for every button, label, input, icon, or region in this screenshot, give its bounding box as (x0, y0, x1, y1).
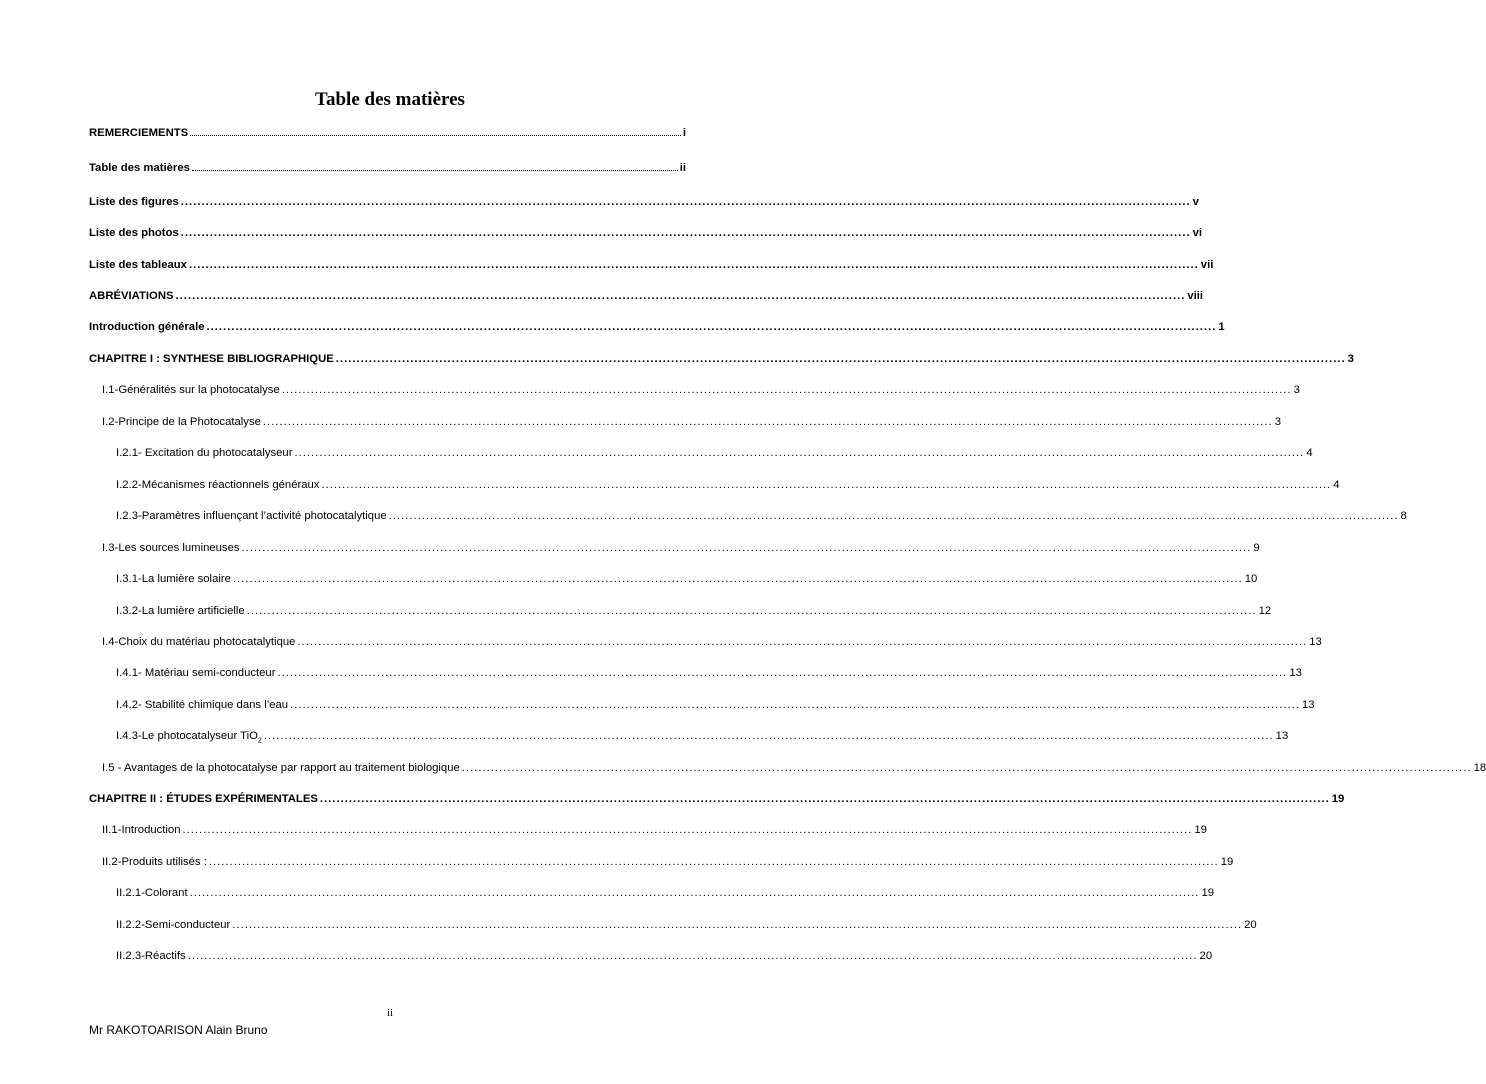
dot-leader: .................................................................................................................................................................................................................................................... (388, 510, 1399, 522)
toc-entry-label: I.2.2-Mécanismes réactionnels généraux (116, 479, 320, 491)
toc-entry-page: 3 (1347, 353, 1354, 365)
toc-entry-label: II.2.3-Réactifs (116, 950, 186, 962)
toc-entry-label: I.3.1-La lumière solaire (116, 573, 231, 585)
toc-entry-page: 4 (1306, 447, 1313, 459)
toc-entry-label: I.2.1- Excitation du photocatalyseur (116, 447, 293, 459)
dot-leader (190, 124, 681, 136)
dot-leader: .................................................................................................................................................................................................................................................... (180, 196, 1191, 208)
toc-entry-label: I.1-Généralités sur la photocatalyse (102, 384, 280, 396)
toc-entry-1-2-3[interactable] (116, 508, 1407, 524)
dot-leader: .................................................................................................................................................................................................................................................... (319, 793, 1330, 805)
toc-entry-label: Liste des tableaux (89, 259, 187, 271)
toc-entry-page: 19 (1194, 824, 1207, 836)
dot-leader: .................................................................................................................................................................................................................................................... (321, 479, 1332, 491)
toc-entry-page: 13 (1309, 636, 1322, 648)
dot-leader: .................................................................................................................................................................................................................................................... (182, 824, 1193, 836)
dot-leader: .................................................................................................................................................................................................................................................... (246, 605, 1257, 617)
dot-leader: .................................................................................................................................................................................................................................................... (290, 699, 1300, 711)
toc-entry-label: I.4.2- Stabilité chimique dans l’eau (116, 699, 289, 711)
toc-entry-page: 13 (1301, 699, 1315, 711)
toc-entry-1-4-1[interactable] (116, 665, 1302, 681)
toc-entry-page: viii (1187, 290, 1204, 302)
toc-entry-label: Introduction générale (89, 321, 205, 333)
toc-entry-label: I.3.2-La lumière artificielle (116, 605, 245, 617)
toc-entry-2-2-3[interactable] (116, 948, 1213, 964)
toc-entry-page: ii (679, 162, 686, 174)
toc-entry-chapitre-1[interactable] (89, 351, 1354, 367)
dot-leader: .................................................................................................................................................................................................................................................... (175, 290, 1186, 302)
toc-entry-liste-des-figures[interactable] (89, 194, 1199, 210)
toc-entry-label: I.4.1- Matériau semi-conducteur (116, 667, 276, 679)
toc-entry-page: 9 (1253, 542, 1260, 554)
toc-entry-1-1[interactable] (102, 382, 1300, 398)
toc-entry-label: Table des matières (89, 162, 190, 174)
dot-leader: .................................................................................................................................................................................................................................................... (263, 730, 1274, 742)
dot-leader: .................................................................................................................................................................................................................................................... (180, 227, 1191, 239)
dot-leader: .................................................................................................................................................................................................................................................... (241, 542, 1252, 554)
toc-entry-1-2-2[interactable] (116, 477, 1340, 493)
toc-entry-1-4-3[interactable] (116, 728, 1289, 745)
toc-entry-page: 20 (1244, 919, 1257, 931)
toc-entry-1-2[interactable] (102, 414, 1282, 430)
toc-entry-page: 19 (1220, 856, 1234, 868)
footer-author: Mr RAKOTOARISON Alain Bruno (89, 1023, 268, 1037)
dot-leader: .................................................................................................................................................................................................................................................... (294, 447, 1305, 459)
toc-entry-page: 19 (1331, 793, 1345, 805)
toc-entry-page: 13 (1275, 730, 1289, 742)
toc-entry-liste-des-photos[interactable] (89, 225, 1203, 241)
toc-entry-label: Liste des photos (89, 227, 179, 239)
dot-leader: .................................................................................................................................................................................................................................................... (188, 259, 1199, 271)
toc-entry-1-4-2[interactable] (116, 697, 1315, 713)
toc-entry-1-4[interactable] (102, 634, 1322, 650)
dot-leader: .................................................................................................................................................................................................................................................... (232, 919, 1243, 931)
page-title: Table des matières (315, 89, 465, 110)
toc-entry-1-3[interactable] (102, 540, 1260, 556)
toc-entry-page: 8 (1400, 510, 1407, 522)
dot-leader: .................................................................................................................................................................................................................................................... (187, 950, 1198, 962)
dot-leader: .................................................................................................................................................................................................................................................... (281, 384, 1292, 396)
toc-entry-2-1[interactable] (102, 822, 1207, 838)
toc-entry-label: ABRÉVIATIONS (89, 290, 174, 302)
dot-leader (192, 159, 678, 171)
toc-entry-label: II.1-Introduction (102, 824, 181, 836)
dot-leader: .................................................................................................................................................................................................................................................... (189, 887, 1200, 899)
toc-entry-page: 13 (1289, 667, 1302, 679)
toc-entry-1-5[interactable] (102, 760, 1486, 776)
toc-entry-page: i (682, 127, 686, 139)
toc-entry-page: 3 (1293, 384, 1300, 396)
toc-entry-label: Liste des figures (89, 196, 179, 208)
toc-entry-remerciements[interactable] (89, 124, 686, 140)
toc-entry-1-2-1[interactable] (116, 445, 1313, 461)
dot-leader: .................................................................................................................................................................................................................................................... (262, 416, 1273, 428)
toc-entry-page: 4 (1333, 479, 1340, 491)
toc-entry-label: I.2-Principe de la Photocatalyse (102, 416, 261, 428)
toc-entry-label: I.3-Les sources lumineuses (102, 542, 240, 554)
toc-entry-page: v (1192, 196, 1199, 208)
dot-leader: .................................................................................................................................................................................................................................................... (335, 353, 1346, 365)
toc-entry-label: CHAPITRE I : SYNTHESE BIBLIOGRAPHIQUE (89, 353, 334, 365)
toc-entry-chapitre-2[interactable] (89, 791, 1345, 807)
toc-entry-2-2-1[interactable] (116, 885, 1215, 901)
toc-entry-2-2-2[interactable] (116, 917, 1257, 933)
toc-entry-label: II.2.1-Colorant (116, 887, 188, 899)
footer-page-number: ii (386, 1007, 394, 1019)
toc-entry-abreviations[interactable] (89, 288, 1204, 304)
toc-entry-label: II.2.2-Semi-conducteur (116, 919, 231, 931)
toc-entry-page: 18 (1473, 762, 1486, 774)
dot-leader: .................................................................................................................................................................................................................................................... (232, 573, 1243, 585)
toc-entry-page: 12 (1258, 605, 1272, 617)
toc-entry-table-des-matieres[interactable] (89, 159, 686, 175)
toc-entry-page: vi (1192, 227, 1203, 239)
toc-entry-page: vii (1200, 259, 1214, 271)
dot-leader: .................................................................................................................................................................................................................................................... (461, 762, 1472, 774)
toc-entry-label: REMERCIEMENTS (89, 127, 189, 139)
toc-entry-1-3-2[interactable] (116, 603, 1272, 619)
toc-entry-page: 19 (1201, 887, 1215, 899)
dot-leader: .................................................................................................................................................................................................................................................... (206, 321, 1217, 333)
toc-entry-label: II.2-Produits utilisés : (102, 856, 207, 868)
toc-entry-label: I.5 - Avantages de la photocatalyse par rapport au traitement biologique (102, 762, 460, 774)
toc-entry-label: CHAPITRE II : ÉTUDES EXPÉRIMENTALES (89, 793, 318, 805)
toc-entry-1-3-1[interactable] (116, 571, 1258, 587)
toc-entry-page: 3 (1274, 416, 1282, 428)
toc-entry-page: 1 (1218, 321, 1225, 333)
toc-entry-2-2[interactable] (102, 854, 1234, 870)
toc-entry-liste-des-tableaux[interactable] (89, 257, 1214, 273)
toc-entry-label: I.4.3-Le photocatalyseur TiO$_2$ (116, 730, 262, 745)
toc-entry-label: I.4-Choix du matériau photocatalytique (102, 636, 296, 648)
toc-entry-label: I.2.3-Paramètres influençant l’activité photocatalytique (116, 510, 387, 522)
dot-leader: .................................................................................................................................................................................................................................................... (208, 856, 1219, 868)
dot-leader: .................................................................................................................................................................................................................................................... (297, 636, 1308, 648)
toc-entry-introduction-generale[interactable] (89, 319, 1225, 335)
toc-entry-page: 20 (1199, 950, 1213, 962)
dot-leader: .................................................................................................................................................................................................................................................... (277, 667, 1288, 679)
toc-entry-page: 10 (1244, 573, 1258, 585)
